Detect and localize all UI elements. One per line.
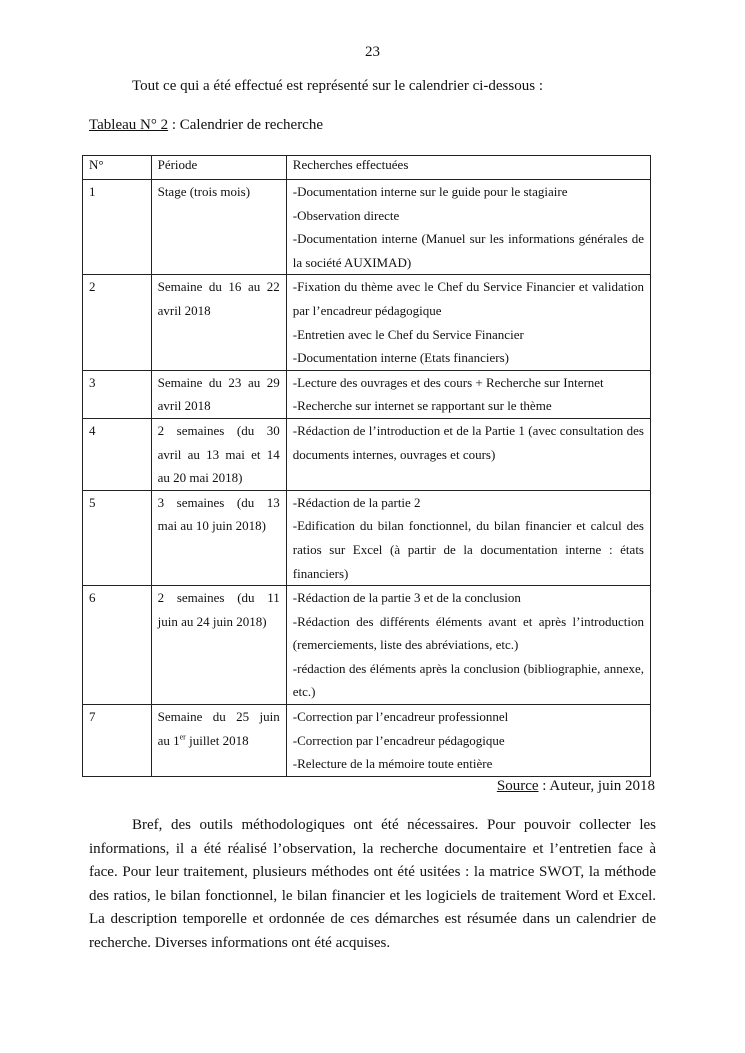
period-line: Stage (trois mois) — [157, 184, 251, 199]
table-header-row — [83, 156, 651, 180]
source-text: : Auteur, juin 2018 — [538, 778, 655, 794]
row-number: 5 — [83, 490, 152, 585]
activity-item: -Documentation interne (Manuel sur les informations générales de la société AUXIMAD) — [292, 231, 644, 270]
research-calendar-table — [82, 155, 651, 777]
body-paragraph — [89, 814, 656, 955]
activity-item: -Relecture de la mémoire toute entière — [292, 756, 493, 772]
row-number: 4 — [83, 418, 152, 490]
row-activities — [286, 370, 650, 418]
row-activities — [286, 705, 650, 777]
period-line: Semaine du 25 juin — [157, 709, 280, 725]
table-row — [83, 180, 651, 275]
row-period — [151, 370, 286, 418]
activity-item: -Correction par l’encadreur pédagogique — [292, 732, 505, 748]
row-activities — [286, 490, 650, 585]
activity-item: -Edification du bilan fonctionnel, du bilan financier et calcul des ratios sur Excel (à partir de la documentation interne : états financiers) — [292, 518, 644, 581]
period-line: 3 semaines (du 13 — [157, 494, 280, 510]
period-text: juillet 2018 — [185, 732, 249, 748]
activity-item: -Documentation interne sur le guide pour le stagiaire — [292, 184, 568, 199]
activity-item: -Rédaction de la partie 2 — [292, 494, 421, 510]
row-number: 2 — [83, 275, 152, 370]
activity-item: -Documentation interne (Etats financiers) — [292, 350, 510, 366]
activity-item: -Correction par l’encadreur professionnel — [292, 709, 509, 725]
activity-item: -Rédaction de l’introduction et de la Partie 1 (avec consultation des documents internes, ouvrages et cours) — [292, 422, 644, 462]
period-line: avril au 13 mai et 14 — [157, 446, 280, 462]
activity-item: -Rédaction des différents éléments avant et après l’introduction (remerciements, liste des abréviations, etc.) — [292, 613, 644, 653]
row-number: 7 — [83, 705, 152, 777]
activity-item: -rédaction des éléments après la conclusion (bibliographie, annexe, etc.) — [292, 660, 644, 700]
table-source — [497, 778, 655, 795]
period-line: 2 semaines (du 30 — [157, 422, 280, 438]
period-line: Semaine du 16 au 22 — [157, 279, 280, 295]
row-activities — [286, 586, 650, 705]
period-line: juin au 24 juin 2018) — [157, 613, 267, 629]
activity-item: -Lecture des ouvrages et des cours + Recherche sur Internet — [292, 374, 604, 390]
row-number: 6 — [83, 586, 152, 705]
period-line: au 20 mai 2018) — [157, 470, 243, 486]
source-label: Source — [496, 778, 539, 794]
table-caption — [89, 117, 323, 134]
table-row — [83, 275, 651, 370]
header-activities: Recherches effectuées — [286, 156, 650, 180]
table-caption-label: Tableau N° 2 — [89, 117, 169, 133]
activity-item: -Recherche sur internet se rapportant sur le thème — [292, 398, 552, 414]
intro-sentence: Tout ce qui a été effectué est représenté sur le calendrier ci-dessous : — [132, 78, 543, 94]
table-row — [83, 418, 651, 490]
row-activities — [286, 180, 650, 275]
ordinal-superscript: er — [179, 732, 186, 742]
row-period — [151, 418, 286, 490]
period-line: 2 semaines (du 11 — [157, 590, 280, 606]
row-activities — [286, 275, 650, 370]
activity-item: -Observation directe — [292, 207, 400, 223]
period-line — [158, 729, 280, 753]
activity-item: -Entretien avec le Chef du Service Financier — [292, 326, 524, 342]
header-period: Période — [151, 156, 286, 180]
table-row — [83, 490, 651, 585]
paragraph-text: Bref, des outils méthodologiques ont été nécessaires. Pour pouvoir collecter les informations, il a été réalisé l’observation, la recherche documentaire et l’entretien face à face. Pour leur traitement, plusieurs méthodes ont été usitées : la matrice SWOT, la méthode des ratios, le bilan fonctionnel, le bilan financier et les logiciels de traitement Word et Excel. La description temporelle et ordonnée de ces démarches est résumée dans un calendrier de recherche. Diverses informations ont été acquises. — [89, 817, 656, 951]
table-row — [83, 705, 651, 777]
row-period — [151, 490, 286, 585]
row-number: 3 — [83, 370, 152, 418]
row-period — [151, 586, 286, 705]
table-row — [83, 370, 651, 418]
row-period — [151, 275, 286, 370]
header-number: N° — [83, 156, 152, 180]
table-row — [83, 586, 651, 705]
period-text: au 1 — [157, 732, 180, 748]
page-number: 23 — [365, 44, 380, 60]
row-number: 1 — [83, 180, 152, 275]
activity-item: -Rédaction de la partie 3 et de la conclusion — [292, 590, 521, 606]
period-line: mai au 10 juin 2018) — [157, 518, 266, 534]
activity-item: -Fixation du thème avec le Chef du Service Financier et validation par l’encadreur pédagogique — [292, 279, 644, 318]
period-line: avril 2018 — [157, 302, 211, 318]
row-activities — [286, 418, 650, 490]
row-period — [151, 705, 286, 777]
row-period — [151, 180, 286, 275]
period-line: avril 2018 — [157, 398, 211, 414]
period-line: Semaine du 23 au 29 — [157, 374, 280, 390]
table-caption-text: : Calendrier de recherche — [168, 117, 324, 133]
